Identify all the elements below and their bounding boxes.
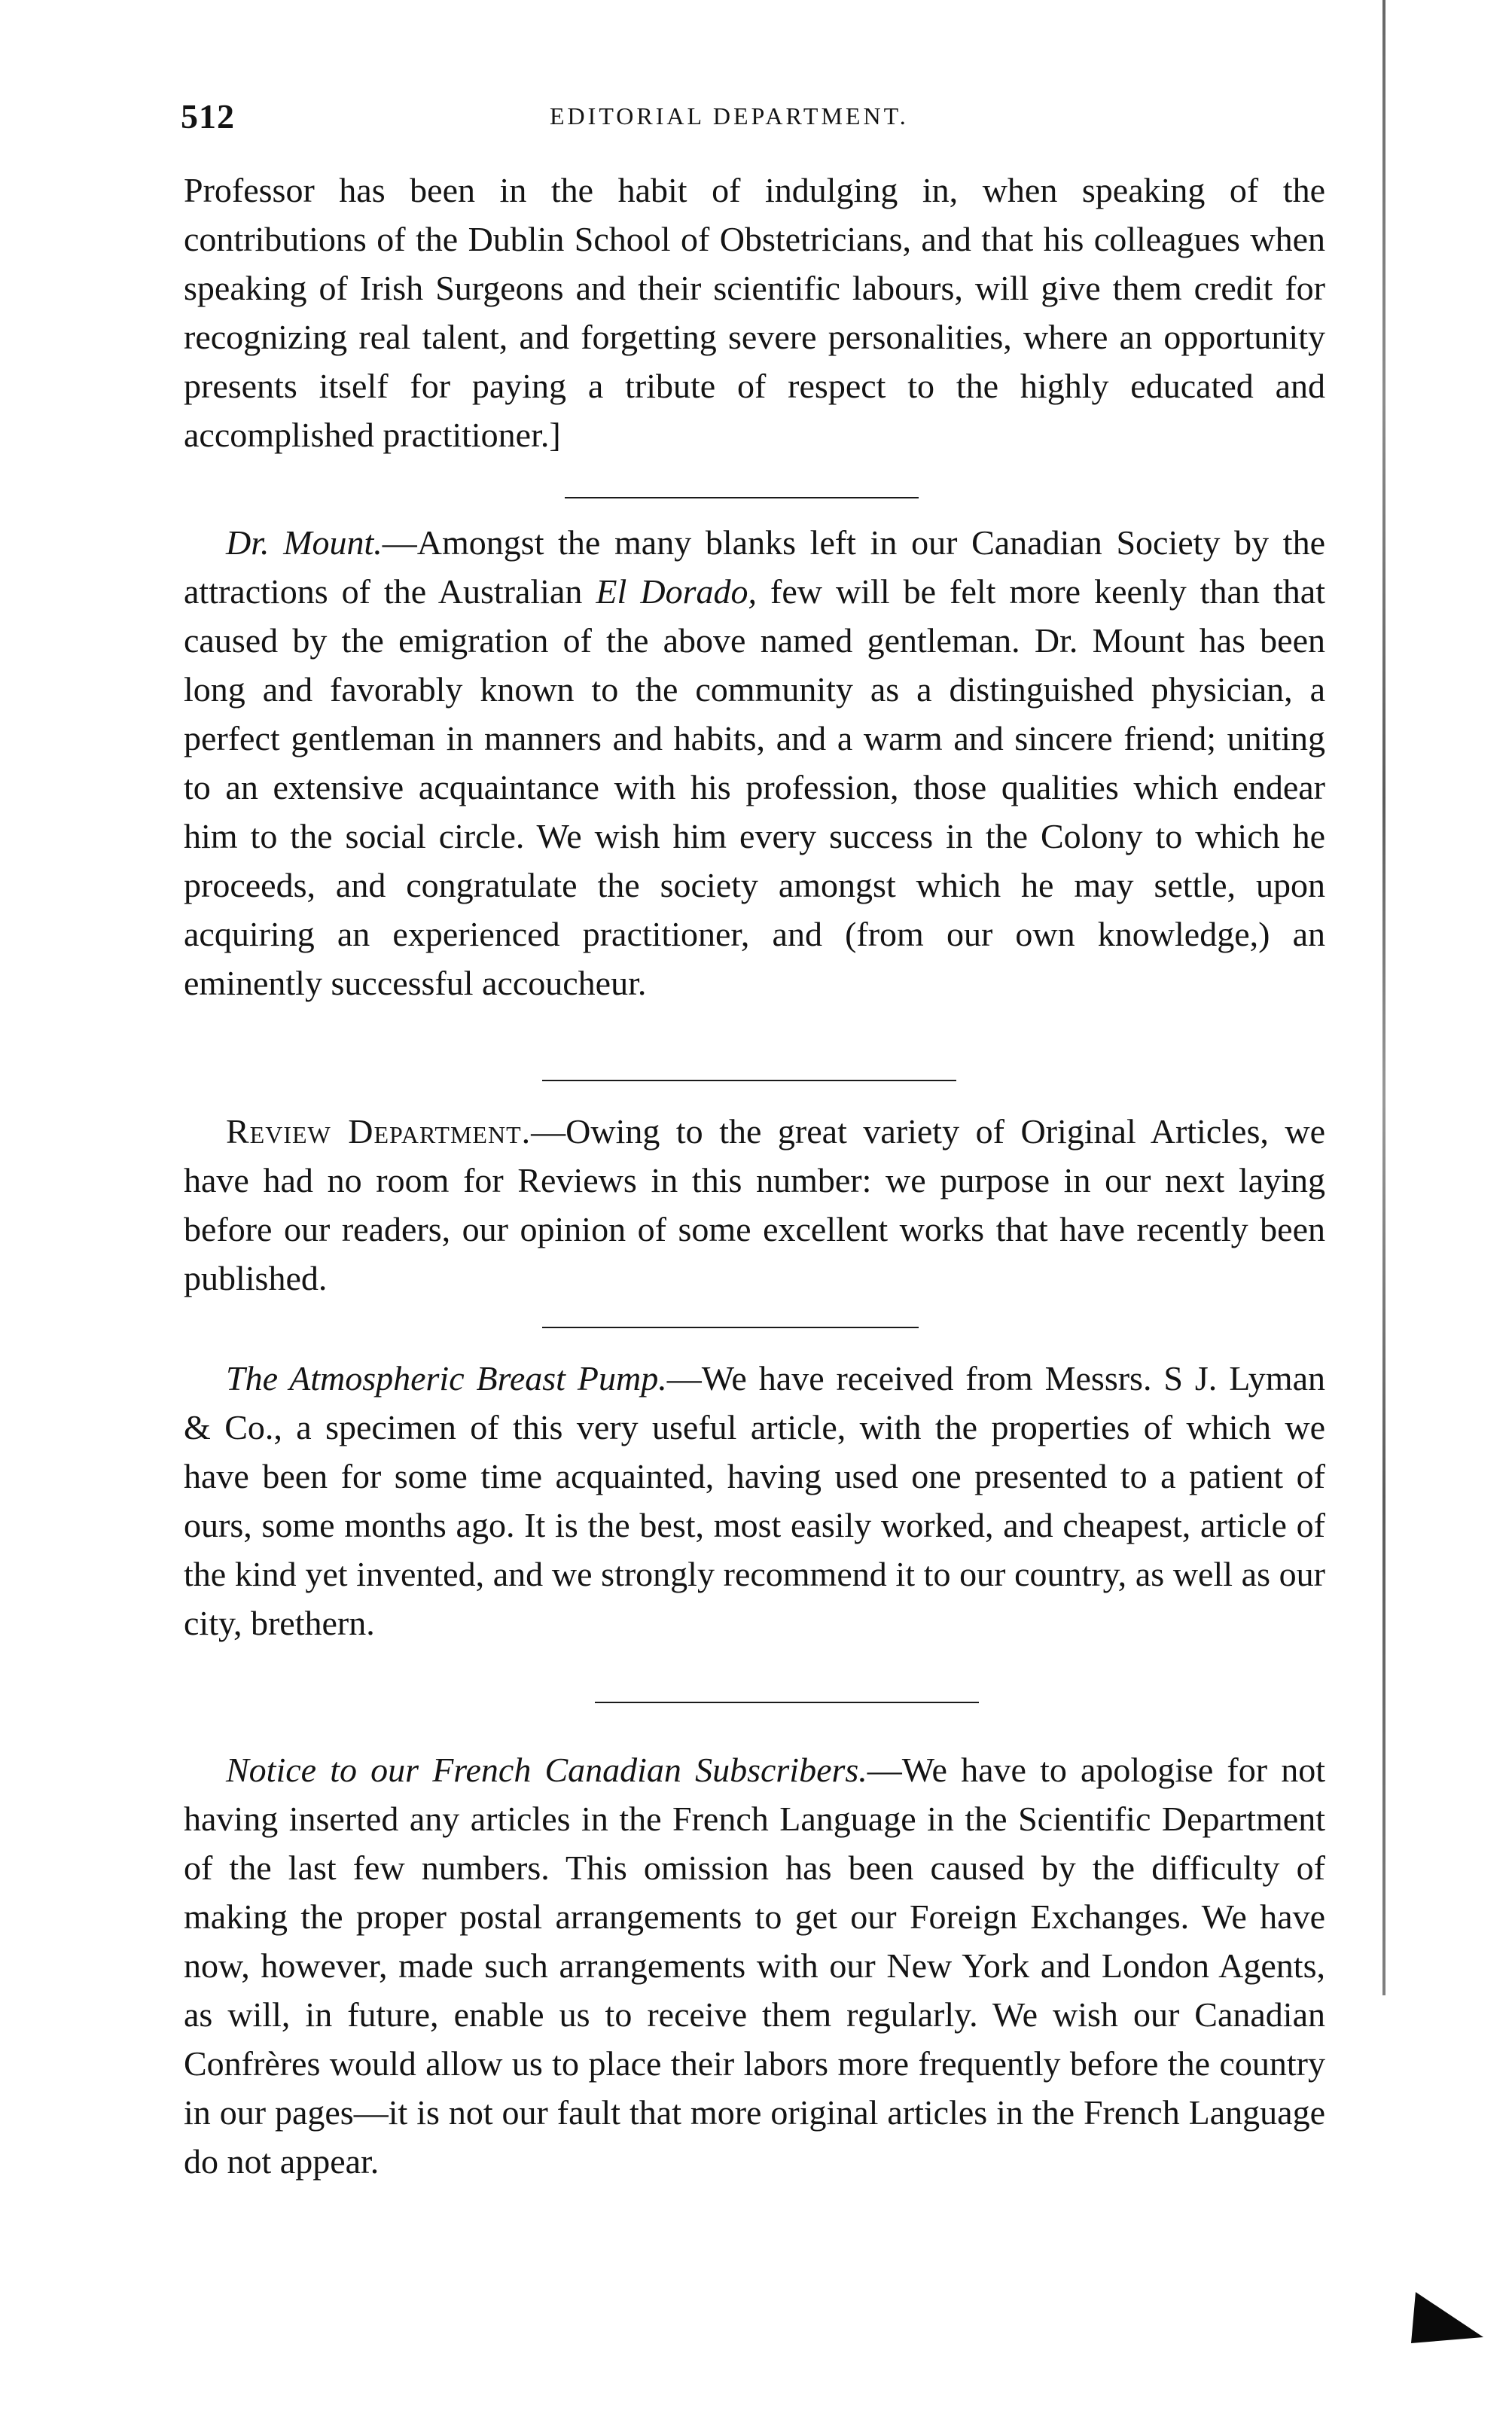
paragraph-dr-mount-text-continued: few will be felt more keenly than that caused by the emigration of the above named gentleman. Dr. Mount has been long and favorably known to the community as a distinguished physician, a perfect gentleman in manners and habits, and a warm and sincere friend; uniting to an extensive acquaintance with his profession, those qualities which endear him to the social circle. We wish him every success in the Colony to which he proceeds, and congratulate the society amongst which he may settle, upon acquiring an experienced practitioner, and (from our own knowledge,) an eminently successful accoucheur. (184, 572, 1325, 1002)
section-heading-breast-pump: The Atmospheric Breast Pump. (226, 1359, 667, 1397)
section-heading-dr-mount: Dr. Mount. (226, 523, 383, 562)
running-head (181, 96, 1325, 142)
paragraph-breast-pump (184, 1354, 1325, 1647)
running-title: EDITORIAL DEPARTMENT. (550, 102, 909, 130)
section-divider (542, 1327, 919, 1328)
page-turn-arrow-icon (1405, 2289, 1486, 2349)
paragraph-continuation (184, 166, 1325, 459)
paragraph-breast-pump-text: —We have received from Messrs. S J. Lyman & Co., a specimen of this very useful article, with the properties of which we have been for some time acquainted, having used one presented to a patient of ours, some months ago. It is the best, most easily worked, and cheapest, article of the kind yet invented, and we strongly recommend it to our country, as well as our city, brethern. (184, 1359, 1325, 1642)
page-binding-edge (1382, 0, 1385, 1995)
section-heading-review-department: Review Department. (226, 1112, 532, 1151)
section-divider (595, 1702, 979, 1703)
paragraph-dr-mount-text: —Amongst the many blanks left in our Canadian Society by the attractions of the Australian (184, 523, 1325, 611)
paragraph-french-notice (184, 1745, 1325, 2186)
section-divider (542, 1080, 956, 1081)
page-turn-arrow-glyph (1405, 2289, 1486, 2349)
paragraph-review-department-text: —Owing to the great variety of Original Articles, we have had no room for Reviews in this number: we purpose in our next laying before our readers, our opinion of some excellent works that have recently been published. (184, 1112, 1326, 1297)
emphasis-el-dorado: El Dorado, (596, 572, 757, 611)
section-heading-french-notice: Notice to our French Canadian Subscribers. (226, 1751, 867, 1789)
paragraph-continuation-text: Professor has been in the habit of indulging in, when speaking of the contributions of the Dublin School of Obstetricians, and that his colleagues when speaking of Irish Surgeons and their scientific labours, will give them credit for recognizing real talent, and forgetting severe personalities, where an opportunity presents itself for paying a tribute of respect to the highly educated and accomplished practitioner.] (184, 171, 1325, 454)
paragraph-french-notice-text: —We have to apologise for not having inserted any articles in the French Language in the Scientific Department of the last few numbers. This omission has been caused by the difficulty of making the proper postal arrangements to get our Foreign Exchanges. We have now, however, made such arrangements with our New York and London Agents, as will, in future, enable us to receive them regularly. We wish our Canadian Confrères would allow us to place their labors more frequently before the country in our pages—it is not our fault that more original articles in the French Language do not appear. (184, 1751, 1325, 2181)
page-number: 512 (181, 97, 235, 136)
paragraph-review-department (184, 1107, 1325, 1303)
paragraph-dr-mount (184, 518, 1325, 1007)
section-divider (565, 497, 919, 498)
